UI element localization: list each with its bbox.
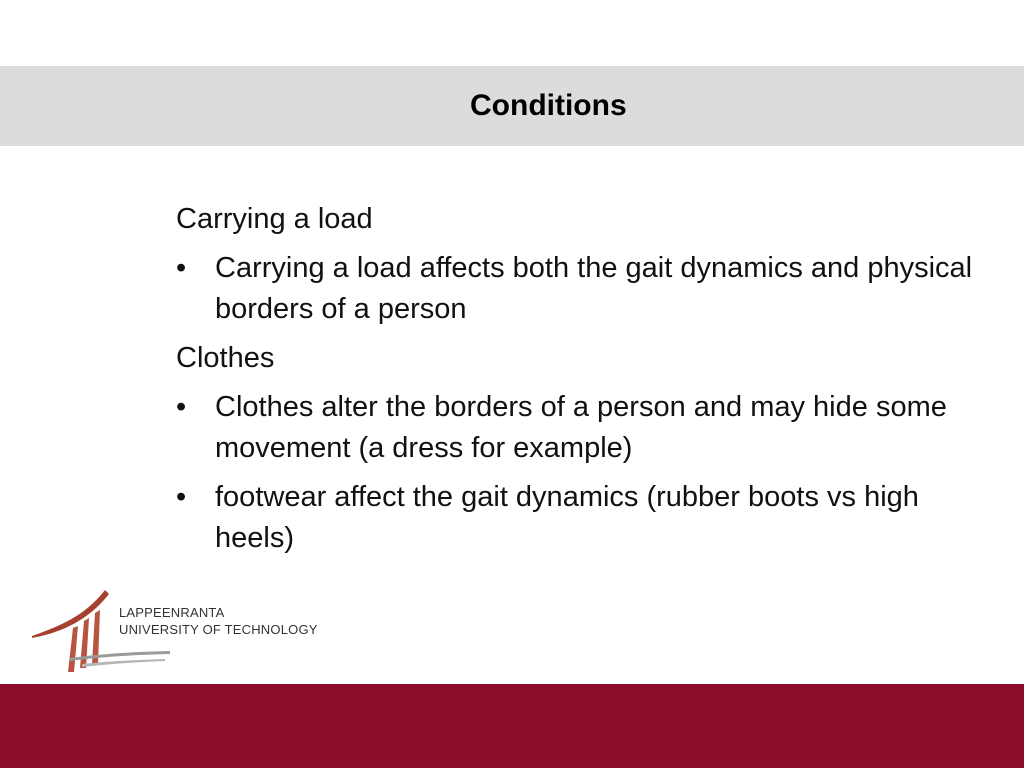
logo-line-1: LAPPEENRANTA — [119, 605, 225, 620]
bullet-symbol: • — [176, 252, 187, 284]
logo-line-2: UNIVERSITY OF TECHNOLOGY — [119, 622, 318, 637]
footer-band — [0, 684, 1024, 768]
slide-title: Conditions — [470, 89, 627, 122]
bullet-text: footwear affect the gait dynamics (rubber boots vs high heels) — [215, 481, 919, 554]
bullet-text: Clothes alter the borders of a person and may hide some movement (a dress for example) — [215, 391, 947, 464]
section-heading-clothes: Clothes — [176, 342, 275, 374]
bullet-item — [176, 387, 975, 469]
bullet-symbol: • — [176, 481, 187, 513]
section-heading-carrying-load: Carrying a load — [176, 203, 373, 235]
bullet-symbol: • — [176, 391, 187, 423]
bullet-text: Carrying a load affects both the gait dynamics and physical borders of a person — [215, 252, 973, 325]
bullet-item — [176, 477, 975, 559]
slide-content — [176, 199, 986, 567]
logo-text — [119, 604, 318, 638]
bullet-item — [176, 248, 975, 330]
